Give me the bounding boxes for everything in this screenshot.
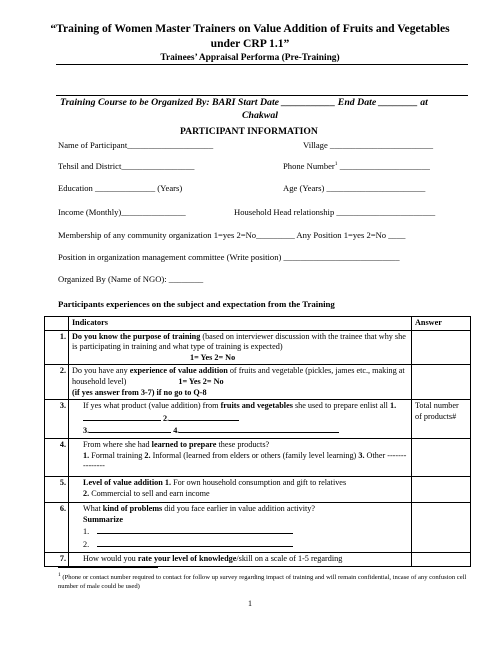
table-row — [45, 365, 471, 400]
title-line-1: “Training of Women Master Trainers on Value Addition of Fruits and Vegetables — [50, 22, 450, 35]
phone-blank: _____________________ — [337, 161, 430, 171]
option-text: Informal (learned from elders or others (family level learning) — [150, 450, 359, 460]
education-field[interactable]: Education ______________ (Years) — [58, 183, 183, 193]
document-subtitle: Trainees’ Appraisal Performa (Pre-Training) — [160, 53, 340, 63]
table-row — [45, 502, 471, 552]
section-title: PARTICIPANT INFORMATION — [180, 126, 318, 137]
indicators-table — [44, 316, 471, 567]
training-course-line: Training Course to be Organized By: BARI Start Date ___________ End Date ________ at — [60, 97, 428, 108]
option-text: Other --------------- — [83, 450, 407, 471]
answer-code: 1= Yes 2= No — [178, 376, 224, 386]
indicator-text: If yes what product (value addition) from — [83, 401, 221, 411]
list-number: 2. — [163, 413, 170, 423]
phone-number-field[interactable] — [283, 161, 430, 171]
row-number: 6. — [45, 502, 69, 552]
option-number: 3. — [358, 450, 365, 460]
option-text: Commercial to sell and earn income — [89, 488, 210, 498]
option-number: 1. — [83, 450, 90, 460]
indicator-text: these products? — [216, 439, 270, 449]
footnote-divider — [58, 567, 158, 568]
indicator-cell — [69, 502, 412, 552]
answer-cell[interactable] — [412, 502, 471, 552]
indicator-bold: fruits and vegetables — [220, 401, 293, 411]
title-line-2: under CRP 1.1” — [210, 36, 290, 50]
indicator-bold: kind of problems — [102, 503, 163, 513]
organized-by-field[interactable]: Organized By (Name of NGO): ________ — [58, 274, 204, 284]
list-number: 2. — [83, 539, 90, 549]
footnote — [58, 571, 470, 591]
table-row — [45, 330, 471, 365]
divider — [56, 95, 468, 96]
indicator-text: What — [83, 503, 103, 513]
indicator-bold: Level of value addition — [83, 477, 163, 487]
header-num-cell — [45, 317, 69, 331]
option-text: For own household consumption and gift to relatives — [171, 477, 347, 487]
indicator-text: Do you have any — [72, 366, 130, 376]
indicator-bold: learned to prepare — [151, 439, 217, 449]
footnote-marker: 1 — [334, 161, 338, 168]
indicator-cell — [69, 365, 412, 400]
indicator-cell — [69, 552, 412, 566]
page-number: 1 — [248, 599, 252, 608]
answer-cell[interactable] — [412, 365, 471, 400]
income-field[interactable]: Income (Monthly)_______________ — [58, 207, 186, 217]
answer-cell[interactable]: Total number of products# — [412, 400, 471, 439]
indicator-text: (based on interviewer discussion with the trainee that why she is participating in training and what type of training is expected) — [72, 331, 406, 352]
answer-blank[interactable] — [97, 525, 293, 534]
tehsil-district-field[interactable]: Tehsil and District_________________ — [58, 161, 195, 171]
answer-blank[interactable] — [97, 538, 293, 547]
indicator-text: /skill on a scale of 1-5 regarding — [236, 553, 343, 563]
indicator-text: of fruits and vegetable (pickles, james etc., making at household level) — [72, 366, 405, 386]
participant-name-field[interactable]: Name of Participant____________________ — [58, 140, 214, 150]
position-committee-field[interactable]: Position in organization management committee (Write position) ___________________________ — [58, 252, 400, 262]
row-number: 2. — [45, 365, 69, 400]
indicator-bold: experience of value addition — [129, 366, 228, 376]
document-title — [40, 22, 460, 51]
answer-cell[interactable] — [412, 552, 471, 566]
answer-blank[interactable] — [169, 412, 239, 421]
age-field[interactable]: Age (Years) _______________________ — [283, 183, 426, 193]
list-number: 1. — [83, 527, 90, 537]
household-head-field[interactable]: Household Head relationship _______________________ — [234, 207, 436, 217]
table-row — [45, 438, 471, 476]
summarize-label: Summarize — [83, 514, 124, 524]
divider — [56, 64, 468, 65]
indicator-text: she used to prepare enlist all — [292, 401, 390, 411]
indicator-text: did you face earlier in value addition activity? — [162, 503, 316, 513]
table-row — [45, 552, 471, 566]
header-answer: Answer — [412, 317, 471, 331]
experiences-heading: Participants experiences on the subject and expectation from the Training — [58, 299, 335, 309]
list-number: 4. — [173, 426, 180, 436]
indicator-text: From where she had — [83, 439, 152, 449]
indicator-bold: Do you know the purpose of training — [72, 331, 201, 341]
table-row — [45, 400, 471, 439]
list-number: 3. — [83, 426, 90, 436]
answer-cell[interactable] — [412, 438, 471, 476]
footnote-text: (Phone or contact number required to contact for follow up survey regarding impact of training and will remain confidential, incase of any confusion cell number of male could be used) — [58, 574, 467, 590]
row-number: 1. — [45, 330, 69, 365]
table-row — [45, 476, 471, 502]
option-number: 1. — [164, 477, 172, 487]
answer-code: 1= Yes 2= No — [190, 352, 236, 362]
table-header-row — [45, 317, 471, 331]
row-number: 4. — [45, 438, 69, 476]
membership-field[interactable]: Membership of any community organization 1=yes 2=No_________ Any Position 1=yes 2=No ____ — [58, 230, 406, 240]
option-number: 2. — [144, 450, 151, 460]
row-number: 7. — [45, 552, 69, 566]
phone-label: Phone Number — [283, 161, 335, 171]
answer-cell[interactable] — [412, 330, 471, 365]
indicator-text: How would you — [83, 553, 138, 563]
indicator-cell — [69, 438, 412, 476]
header-indicators: Indicators — [69, 317, 412, 331]
answer-cell[interactable] — [412, 476, 471, 502]
indicator-bold: rate your level of knowledge — [137, 553, 237, 563]
answer-blank[interactable] — [83, 412, 161, 421]
indicator-cell — [69, 400, 412, 439]
skip-instruction: (if yes answer from 3-7) if no go to Q-8 — [72, 387, 207, 397]
row-number: 3. — [45, 400, 69, 439]
training-location: Chakwal — [242, 110, 278, 121]
answer-blank[interactable] — [89, 424, 171, 433]
row-number: 5. — [45, 476, 69, 502]
answer-blank[interactable] — [179, 424, 339, 433]
village-field[interactable]: Village ________________________ — [303, 140, 434, 150]
option-number: 2. — [83, 488, 90, 498]
indicator-cell — [69, 330, 412, 365]
indicator-cell — [69, 476, 412, 502]
footnote-marker: 1 — [58, 572, 61, 578]
list-number: 1. — [389, 401, 397, 411]
option-text: Formal training — [89, 450, 145, 460]
